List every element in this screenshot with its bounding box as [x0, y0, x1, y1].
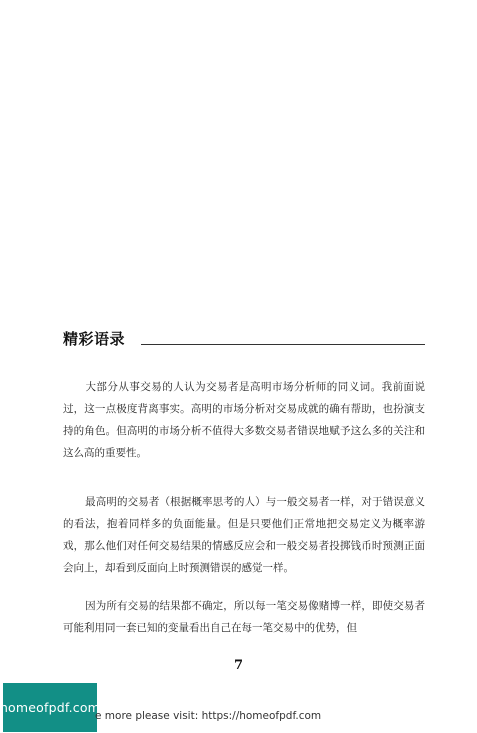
paragraph-3: [63, 595, 425, 639]
section-title: 精彩语录: [63, 330, 126, 348]
watermark-text[interactable]: e more please visit: https://homeofpdf.com: [95, 710, 322, 722]
paragraph-1-text: 大部分从事交易的人认为交易者是高明市场分析师的同义词。我前面说过，这一点极度背离事实。高明的市场分析对交易成就的确有帮助，也扮演支持的角色。但高明的市场分析不值得大多数交易者错误地赋予这么多的关注和这么高的重要性。: [63, 381, 425, 459]
page-number: 7: [233, 658, 244, 673]
section-heading: [63, 330, 425, 350]
heading-rule: [141, 344, 425, 345]
paragraph-1: [63, 376, 425, 464]
paragraph-3-text: 因为所有交易的结果都不确定，所以每一笔交易像赌博一样，即使交易者可能利用同一套已知的变量看出自己在每一笔交易中的优势，但: [63, 600, 425, 634]
paragraph-2-text: 最高明的交易者（根据概率思考的人）与一般交易者一样，对于错误意义的看法，抱着同样多的负面能量。但是只要他们正常地把交易定义为概率游戏，那么他们对任何交易结果的情感反应会和一般交易者投掷钱币时预测正面会向上，却看到反面向上时预测错误的感觉一样。: [63, 496, 425, 574]
paragraph-2: [63, 491, 425, 579]
watermark-logo[interactable]: homeofpdf.com: [3, 683, 97, 732]
